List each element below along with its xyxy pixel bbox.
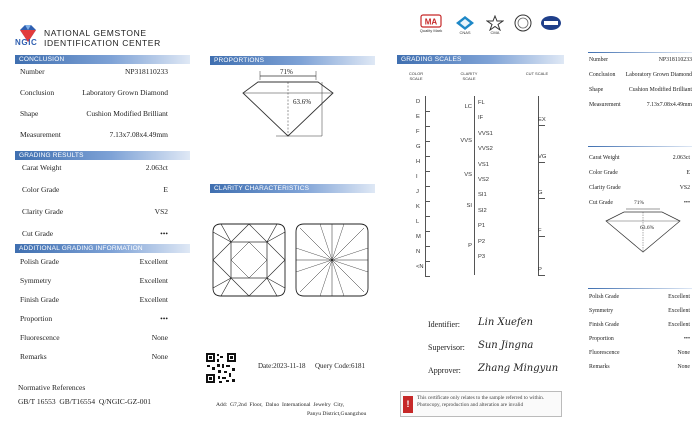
clarity-group-label: VVS: [460, 137, 472, 144]
cnas-logo: [455, 15, 475, 33]
cut-grade-tick: P: [538, 267, 542, 273]
cut-grade-tick: EX: [538, 117, 546, 123]
round-seal-logo: [513, 14, 533, 32]
signature-name: Sun Jingna: [478, 340, 534, 351]
cut-tick-mark: [538, 162, 545, 163]
row-value: Laboratory Grown Diamond: [625, 72, 692, 78]
clarity-grade-tick: SI2: [478, 207, 487, 214]
org-abbr: NGIC: [15, 38, 38, 47]
row-value: Excellent: [668, 294, 690, 300]
additional-info-section-bar: ADDITIONAL GRADING INFORMATION: [15, 244, 190, 253]
clarity-group-label: SI: [466, 202, 472, 209]
seal-mark-icon: [513, 14, 533, 32]
row-value: 2.063ct: [672, 155, 690, 161]
signature-role: Approver:: [428, 366, 461, 375]
row-label: Number: [20, 67, 45, 76]
info-row: [589, 155, 690, 165]
clarity-group-label: LC: [464, 104, 472, 111]
info-row: [589, 102, 692, 112]
row-label: Clarity Grade: [22, 207, 64, 216]
row-value: Excellent: [139, 276, 168, 285]
row-label: Proportion: [589, 336, 614, 342]
info-row: [589, 170, 690, 180]
row-value: E: [686, 170, 690, 176]
row-label: Fluorescence: [589, 350, 620, 356]
color-grade-tick: F: [416, 129, 420, 135]
row-value: None: [151, 333, 168, 342]
color-tick-mark: [425, 216, 430, 217]
color-grade-tick: J: [416, 189, 419, 195]
signature-name: Zhang Mingyun: [478, 363, 559, 374]
color-grade-tick: K: [416, 204, 420, 210]
row-label: Finish Grade: [20, 295, 59, 304]
right-bottom-rule: [588, 288, 692, 289]
row-label: Finish Grade: [589, 322, 620, 328]
clarity-grade-tick: SI1: [478, 192, 487, 199]
crown-plot-icon: [211, 222, 287, 298]
row-label: Color Grade: [22, 185, 60, 194]
row-value: None: [677, 350, 690, 356]
right-top-rule: [588, 52, 692, 53]
diamond-profile-icon: [218, 66, 358, 146]
clarity-plot-pavilion: [294, 222, 370, 298]
qr-code: [205, 352, 237, 384]
info-row: [589, 294, 690, 304]
row-label: Remarks: [20, 352, 47, 361]
clarity-grade-tick: VS1: [478, 161, 489, 168]
color-tick-mark: [425, 246, 430, 247]
clarity-grade-tick: VS2: [478, 177, 489, 183]
color-tick-mark: [425, 126, 430, 127]
right-depth-percent: 63.6%: [640, 225, 655, 231]
info-row: [589, 350, 690, 360]
clarity-grade-tick: P3: [478, 254, 486, 260]
info-row: [20, 109, 168, 119]
color-grade-tick: E: [416, 114, 420, 120]
cut-scale-line: [538, 96, 539, 276]
disclaimer-box: [400, 391, 562, 417]
row-label: Clarity Grade: [589, 185, 621, 191]
color-grade-tick: I: [416, 174, 418, 180]
right-mid-rule: [588, 146, 692, 147]
color-tick-mark: [425, 141, 430, 142]
clarity-grade-tick: IF: [478, 115, 484, 122]
info-row: [589, 72, 692, 82]
row-value: •••: [160, 314, 168, 323]
warning-icon: !: [403, 396, 413, 413]
row-value: Excellent: [668, 308, 690, 314]
row-value: E: [163, 185, 168, 194]
clarity-group-label: P: [468, 242, 472, 249]
color-tick-mark: [425, 156, 430, 157]
proportion-diagram: [218, 66, 358, 146]
info-row: [22, 229, 168, 239]
row-value: •••: [160, 229, 168, 238]
ilac-mark-icon: [540, 14, 562, 32]
clarity-characteristics-section-bar: CLARITY CHARACTERISTICS: [210, 184, 375, 193]
cut-tick-mark: [538, 236, 545, 237]
row-value: 7.13x7.08x4.49mm: [109, 130, 168, 139]
color-grade-tick: L: [416, 219, 420, 225]
signature-name: Lin Xuefen: [478, 317, 533, 328]
row-value: VS2: [154, 207, 168, 216]
table-percent: 71%: [280, 68, 293, 76]
org-name-line2: IDENTIFICATION CENTER: [44, 38, 161, 48]
color-tick-mark: [425, 186, 430, 187]
row-label: Remarks: [589, 364, 610, 370]
row-value: Cushion Modified Brilliant: [628, 87, 692, 93]
row-value: Excellent: [668, 322, 690, 328]
signature-role: Supervisor:: [428, 343, 465, 352]
depth-percent: 63.6%: [293, 98, 312, 106]
ma-logo-sub: Quality Mark: [419, 28, 443, 33]
cma-logo: [486, 15, 504, 33]
info-row: [589, 364, 690, 374]
proportions-section-bar: PROPORTIONS: [210, 56, 375, 65]
row-label: Shape: [589, 87, 604, 93]
references-title: Normative References: [18, 383, 86, 392]
info-row: [20, 88, 168, 98]
info-row: [589, 308, 690, 318]
info-row: [22, 185, 168, 195]
row-label: Cut Grade: [589, 200, 613, 206]
report-date: Date:2023-11-18: [258, 362, 306, 370]
color-scale-title: COLOR SCALE: [408, 71, 424, 81]
row-label: Carat Weight: [589, 155, 620, 161]
row-value: Excellent: [139, 257, 168, 266]
color-grade-tick: <N: [416, 264, 424, 270]
clarity-grade-tick: P1: [478, 223, 486, 230]
color-tick-mark: [425, 111, 430, 112]
row-label: Number: [589, 57, 608, 63]
row-value: 2.063ct: [145, 163, 168, 172]
color-grade-tick: N: [416, 249, 421, 255]
row-label: Carat Weight: [22, 163, 62, 172]
color-tick-mark: [425, 231, 430, 232]
right-table-percent: 71%: [634, 200, 645, 206]
row-label: Proportion: [20, 314, 53, 323]
ilac-logo: [540, 14, 562, 32]
clarity-grade-tick: VVS1: [478, 130, 493, 137]
ma-logo-text: MA: [424, 17, 438, 27]
cut-grade-tick: F: [538, 228, 542, 234]
color-tick-mark: [425, 201, 430, 202]
row-label: Symmetry: [20, 276, 52, 285]
row-value: •••: [683, 336, 690, 342]
row-value: None: [151, 352, 168, 361]
row-label: Conclusion: [589, 72, 616, 78]
cut-tick-mark: [538, 125, 545, 126]
info-row: [20, 276, 168, 286]
ma-logo: [420, 14, 442, 32]
info-row: [20, 333, 168, 343]
clarity-scale-line: [474, 96, 475, 275]
row-value: Excellent: [139, 295, 168, 304]
clarity-grade-tick: P2: [478, 238, 486, 245]
row-value: Laboratory Grown Diamond: [82, 88, 168, 97]
clarity-plot-crown: [211, 222, 287, 298]
info-row: [20, 130, 168, 140]
address-line1: Add: G7,2nd Floor, Daluo International Jewelry City,: [216, 402, 345, 408]
info-row: [20, 67, 168, 77]
row-label: Measurement: [589, 102, 621, 108]
row-label: Polish Grade: [20, 257, 59, 266]
grading-results-section-bar: GRADING RESULTS: [15, 151, 190, 160]
info-row: [20, 314, 168, 324]
conclusion-section-bar: CONCLUSION: [15, 55, 190, 64]
color-tick-mark: [425, 261, 430, 262]
info-row: [20, 352, 168, 362]
right-proportion-diagram: [598, 200, 688, 260]
info-row: [589, 336, 690, 346]
row-value: VS2: [679, 185, 690, 191]
cut-tick-mark: [538, 198, 545, 199]
clarity-scale-title: CLARITY SCALE: [460, 71, 478, 81]
color-tick-mark: [425, 171, 430, 172]
info-row: [20, 257, 168, 267]
qr-code-icon: [205, 352, 237, 384]
clarity-grade-tick: FL: [478, 100, 485, 106]
info-row: [589, 87, 692, 97]
references-text: GB/T 16553 GB/T16554 Q/NGIC-GZ-001: [18, 397, 151, 406]
signature-role: Identifier:: [428, 320, 460, 329]
pavilion-plot-icon: [294, 222, 370, 298]
row-label: Conclusion: [20, 88, 55, 97]
query-code: Query Code:6181: [315, 362, 365, 370]
star-mark-icon: [486, 15, 504, 31]
row-label: Polish Grade: [589, 294, 620, 300]
cut-grade-tick: VG: [538, 154, 547, 160]
row-label: Shape: [20, 109, 39, 118]
disclaimer-text: This certificate only relates to the sample referred to within. Photocopy, reproduction and alteration are invalid: [417, 395, 545, 408]
address-line2: Panyu District,Guangzhou: [307, 411, 367, 417]
info-row: [589, 185, 690, 195]
color-grade-tick: H: [416, 159, 421, 165]
row-value: None: [677, 364, 690, 370]
cnas-logo-text: CNAS: [459, 30, 471, 35]
row-label: Fluorescence: [20, 333, 60, 342]
info-row: [22, 207, 168, 217]
row-label: Symmetry: [589, 308, 614, 314]
color-tick-mark: [425, 276, 430, 277]
info-row: [20, 295, 168, 305]
row-value: NP318110233: [658, 57, 692, 63]
grading-scales-section-bar: GRADING SCALES: [397, 55, 564, 64]
org-name-line1: NATIONAL GEMSTONE: [44, 28, 147, 38]
row-value: NP318110233: [124, 67, 168, 76]
clarity-group-label: VS: [464, 171, 472, 178]
row-label: Cut Grade: [22, 229, 54, 238]
row-label: Measurement: [20, 130, 61, 139]
row-value: •••: [683, 200, 690, 206]
color-grade-tick: D: [416, 99, 421, 105]
row-value: Cushion Modified Brilliant: [86, 109, 168, 118]
cut-scale-title: CUT SCALE: [525, 71, 549, 76]
row-value: 7.13x7.08x4.49mm: [646, 102, 692, 108]
row-label: Color Grade: [589, 170, 618, 176]
cma-logo-text: CMA: [490, 30, 500, 35]
cnas-mark-icon: [455, 15, 475, 31]
info-row: [589, 57, 692, 67]
color-grade-tick: M: [416, 234, 421, 240]
color-grade-tick: G: [416, 144, 421, 150]
cut-grade-tick: G: [538, 190, 543, 196]
info-row: [22, 163, 168, 173]
clarity-grade-tick: VVS2: [478, 146, 493, 153]
cut-tick-mark: [538, 275, 545, 276]
info-row: [589, 322, 690, 332]
